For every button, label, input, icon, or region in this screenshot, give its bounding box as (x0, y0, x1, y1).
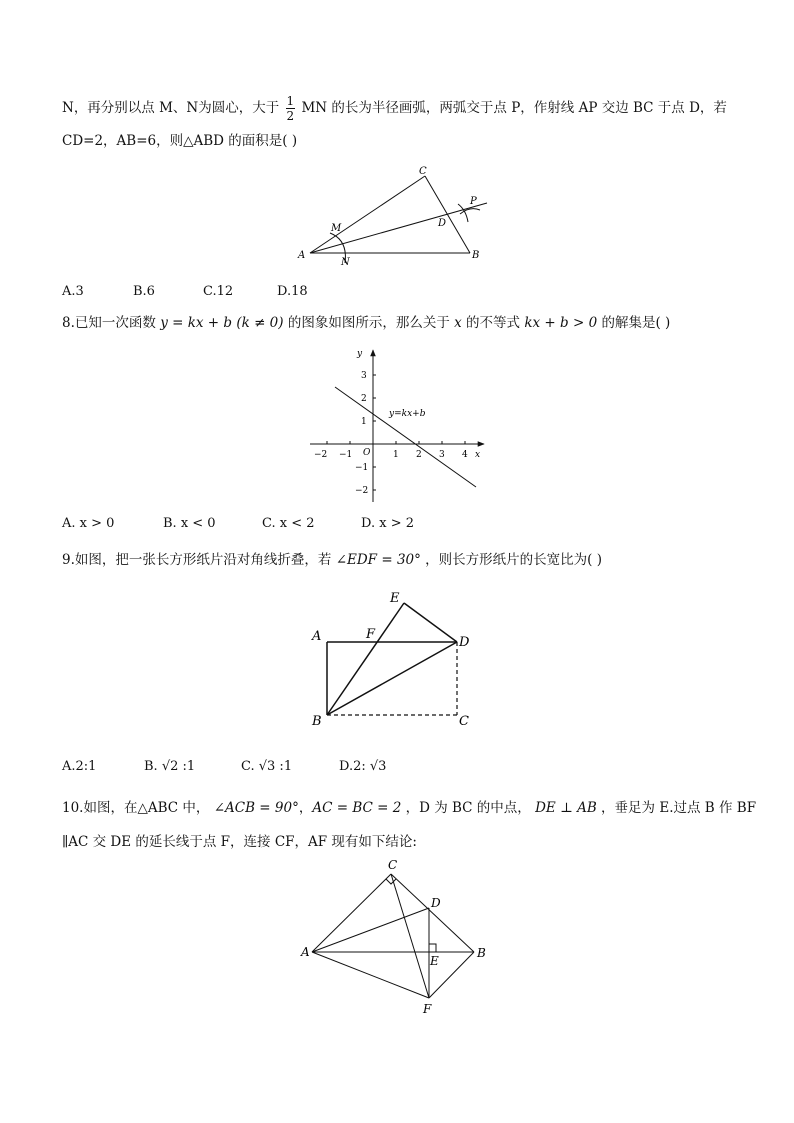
q8-suffix: 的解集是( ) (601, 315, 671, 331)
q8-mid2: 的不等式 (466, 315, 521, 331)
q10-line1 (62, 798, 756, 818)
q10-segment-ad (312, 908, 429, 952)
q10-segment-af (312, 952, 429, 998)
q9-diagonal-bd (327, 642, 457, 715)
q8-x-tick-1: 1 (393, 450, 399, 460)
q9-label-f: F (366, 627, 376, 642)
q8-y-tick-neg2: −2 (355, 486, 369, 496)
q8-x-tick-neg2: −2 (314, 450, 328, 460)
q10-figure (295, 855, 495, 1020)
q10-side-ac (312, 874, 391, 952)
q9-expr: ∠EDF = 30° (335, 552, 421, 568)
q8-option-c: C. x < 2 (262, 516, 315, 531)
q9-stem (62, 550, 602, 570)
q7-frac-num: 1 (286, 94, 295, 108)
q8-stem (62, 313, 670, 333)
q9-suffix: ，则长方形纸片的长宽比为( ) (425, 552, 602, 568)
q9-label-d: D (459, 635, 470, 650)
q9-fold-be (327, 603, 404, 715)
q9-figure (300, 585, 490, 735)
q10-label-a: A (301, 945, 310, 959)
q8-x-axis-label: x (475, 450, 481, 460)
q10-label-f: F (423, 1002, 432, 1016)
q7-figure (290, 160, 500, 270)
q9-option-a: A.2:1 (62, 759, 97, 774)
q8-option-b: B. x < 0 (163, 516, 216, 531)
q8-mid: 的图象如图所示，那么关于 (287, 315, 450, 331)
q10-suffix: ，垂足为 E.过点 B 作 BF (601, 800, 757, 816)
q7-option-b: B.6 (133, 284, 155, 299)
q7-line2: CD=2，AB=6，则△ABD 的面积是( ) (62, 133, 298, 149)
q8-expr1: y = kx + b (k ≠ 0) (160, 315, 284, 331)
q8-y-tick-2: 2 (361, 394, 367, 404)
q10-mid: ，D 为 BC 的中点， (405, 800, 531, 816)
q7-label-m: M (331, 223, 342, 234)
q10-label-d: D (431, 896, 441, 910)
q8-y-axis-label: y (357, 349, 363, 359)
q10-label-c: C (388, 858, 398, 872)
q7-label-d: D (438, 218, 447, 229)
q10-expr1: ∠ACB = 90° (213, 800, 299, 816)
q8-x-tick-3: 3 (439, 450, 445, 460)
q7-option-c: C.12 (203, 284, 234, 299)
q9-label-b: B (312, 714, 322, 729)
q9-label-c: C (459, 714, 469, 729)
q7-line1-b: MN 的长为半径画弧，两弧交于点 P，作射线 AP 交边 BC 于点 D，若 (301, 100, 727, 116)
q8-expr2: kx + b > 0 (524, 315, 598, 331)
q8-y-tick-1: 1 (361, 417, 367, 427)
q9-label-a: A (312, 629, 322, 644)
q7-option-a: A.3 (62, 284, 84, 299)
q7-label-c: C (419, 166, 427, 177)
q8-prefix: 8.已知一次函数 (62, 315, 156, 331)
q8-xvar: x (454, 315, 462, 331)
q10-label-b: B (477, 946, 486, 960)
q8-x-tick-4: 4 (462, 450, 468, 460)
q7-line1 (62, 94, 727, 123)
q10-right-angle-e (429, 944, 436, 952)
q10-expr2: AC = BC = 2 (312, 800, 402, 816)
q9-option-c: C. √3 :1 (241, 759, 293, 774)
q8-x-tick-neg1: −1 (339, 450, 353, 460)
q10-line2: ∥AC 交 DE 的延长线于点 F，连接 CF，AF 现有如下结论: (62, 834, 417, 850)
q7-frac-den: 2 (286, 109, 295, 123)
q9-prefix: 9.如图，把一张长方形纸片沿对角线折叠，若 (62, 552, 332, 568)
q8-y-tick-3: 3 (361, 371, 367, 381)
q8-origin-label: O (363, 448, 371, 458)
q9-option-d: D.2: √3 (339, 759, 387, 774)
q8-option-a: A. x > 0 (62, 516, 115, 531)
q7-side-ac (310, 176, 425, 253)
q8-graph (300, 340, 500, 510)
q7-label-a: A (298, 250, 306, 261)
q9-option-b: B. √2 :1 (144, 759, 196, 774)
q7-label-n: N (341, 257, 350, 268)
q7-line1-a: N，再分别以点 M、N为圆心，大于 (62, 100, 280, 116)
q10-prefix: 10.如图，在△ABC 中， (62, 800, 210, 816)
q8-x-tick-2: 2 (416, 450, 422, 460)
q7-option-d: D.18 (277, 284, 308, 299)
q7-label-p: P (470, 196, 477, 207)
q9-fold-ed (404, 603, 457, 642)
q7-arc-p1 (458, 204, 468, 222)
q10-right-angle-c (386, 879, 396, 884)
q8-y-tick-neg1: −1 (355, 463, 369, 473)
q10-sep1: ， (298, 800, 313, 816)
q7-fraction (286, 94, 296, 123)
q10-expr3: DE ⊥ AB (535, 800, 597, 816)
q7-label-b: B (472, 250, 480, 261)
q8-line-label: y=kx+b (389, 409, 426, 419)
q10-label-e: E (430, 954, 439, 968)
q8-option-d: D. x > 2 (361, 516, 414, 531)
q10-segment-cf (391, 874, 429, 998)
q9-label-e: E (390, 591, 400, 606)
